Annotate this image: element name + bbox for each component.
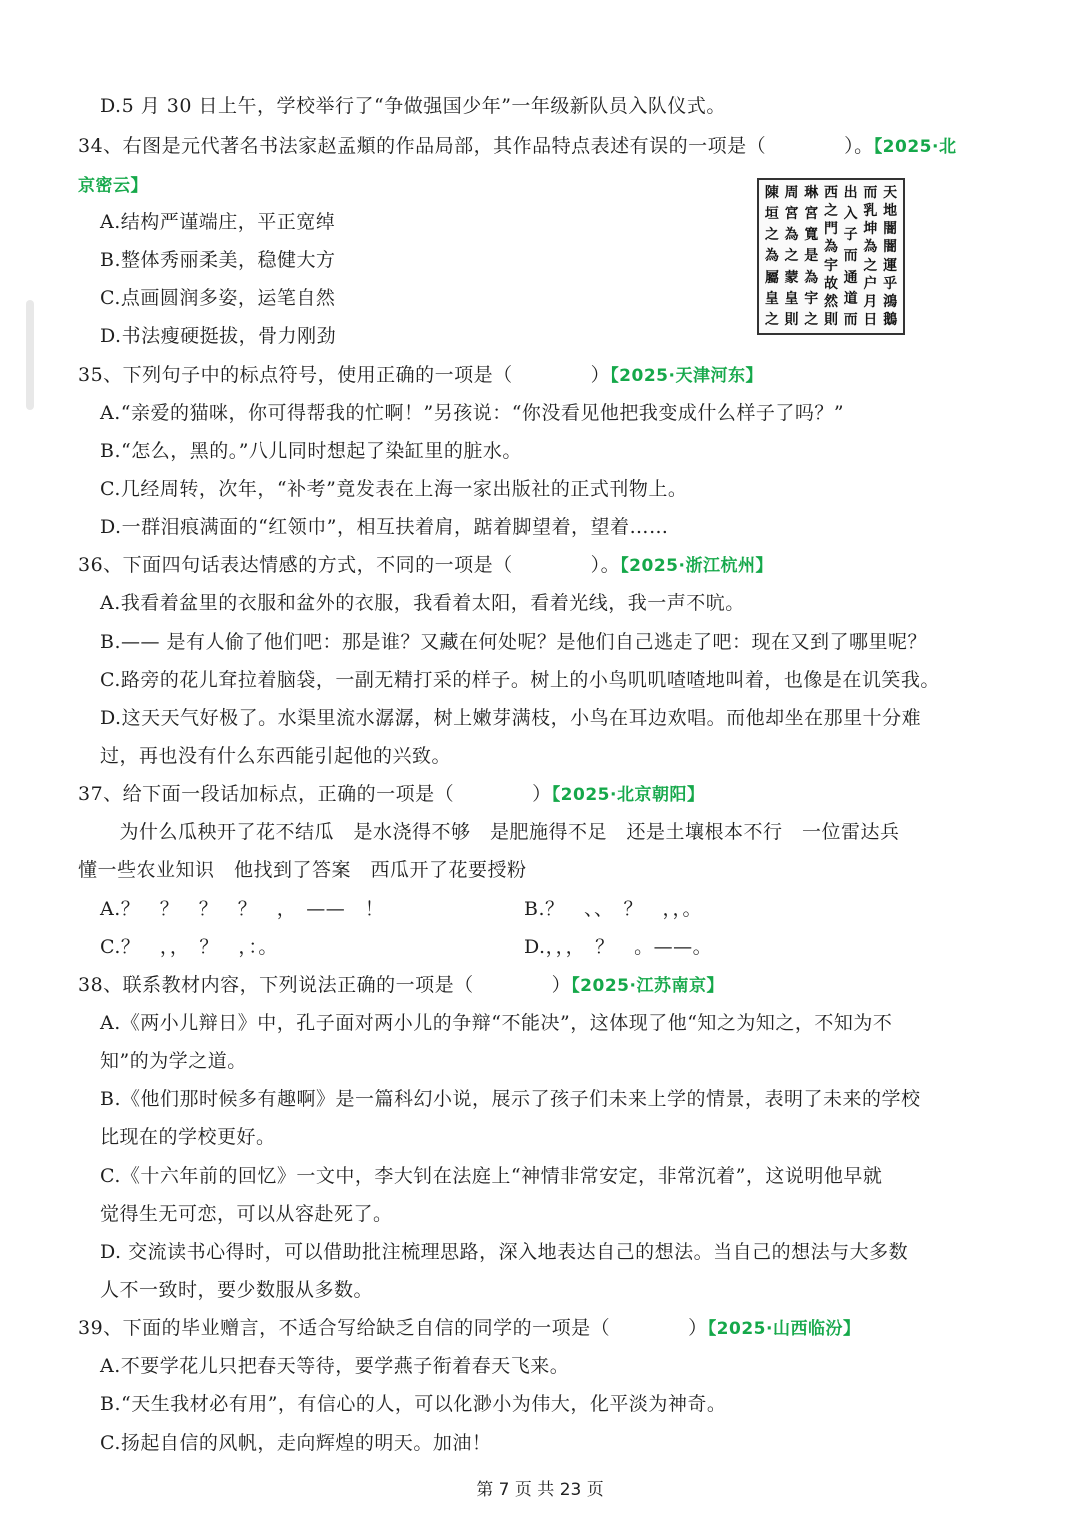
line-text: 过，再也没有什么东西能引起他的兴致。 bbox=[100, 745, 452, 767]
calligraphy-image bbox=[757, 178, 905, 335]
option-line bbox=[100, 93, 726, 119]
line-text: 39、下面的毕业赠言，不适合写给缺乏自信的同学的一项是（ ） bbox=[78, 1317, 708, 1339]
option-line bbox=[100, 934, 278, 960]
line-text: 37、给下面一段话加标点，正确的一项是（ ） bbox=[78, 783, 552, 805]
option-line-right: B.？ 、、 ？ ，，。 bbox=[524, 898, 703, 920]
option-line bbox=[100, 667, 940, 693]
calligraphy-column: 周 宮 為 之 蒙 皇 則 bbox=[784, 185, 799, 328]
source-tag: 【2025·天津河东】 bbox=[610, 366, 763, 386]
calligraphy-column: 天 地 闇 闇 運 乎 鴻 鵝 bbox=[883, 185, 898, 328]
line-text: C.《十六年前的回忆》一文中，李大钊在法庭上“神情非常安定，非常沉着”，这说明他早就 bbox=[100, 1165, 883, 1187]
line-text: 知”的为学之道。 bbox=[100, 1050, 247, 1072]
line-text: D.这天天气好极了。水渠里流水潺潺，树上嫩芽满枝，小鸟在耳边欢唱。而他却坐在那里十分难 bbox=[100, 707, 922, 729]
line-text: 懂一些农业知识 他找到了答案 西瓜开了花要授粉 bbox=[78, 859, 527, 881]
option-line bbox=[100, 1353, 569, 1379]
line-text: B.《他们那时候多有趣啊》是一篇科幻小说，展示了孩子们未来上学的情景，表明了未来的学校 bbox=[100, 1088, 921, 1110]
question-line bbox=[78, 552, 773, 579]
option-line-right: D.，，， ？ 。——。 bbox=[524, 936, 713, 958]
source-tag: 【2025·山西临汾】 bbox=[707, 1319, 861, 1339]
calligraphy-column: 出 入 子 而 通 道 而 bbox=[843, 185, 858, 328]
calligraphy-column: 陳 垣 之 為 屬 皇 之 bbox=[764, 185, 779, 328]
question-line bbox=[78, 172, 148, 199]
line-text: A.不要学花儿只把春天等待，要学燕子衔着春天飞来。 bbox=[100, 1355, 570, 1377]
page-footer: 第 7 页 共 23 页 bbox=[476, 1480, 604, 1500]
line-text: 35、下列句子中的标点符号，使用正确的一项是（ ） bbox=[78, 364, 611, 386]
option-line bbox=[100, 323, 336, 349]
line-text: D.书法瘦硬挺拔，骨力刚劲 bbox=[100, 325, 337, 347]
question-line bbox=[78, 781, 704, 808]
option-line bbox=[100, 285, 335, 311]
line-text: A.？ ？ ？ ？ ， —— ！ bbox=[100, 898, 385, 920]
question-line bbox=[78, 1315, 860, 1342]
line-text: 觉得生无可恋，可以从容赴死了。 bbox=[100, 1203, 393, 1225]
option-line bbox=[100, 1430, 491, 1456]
option-line bbox=[100, 400, 844, 426]
option-line bbox=[100, 1239, 908, 1265]
source-tag: 【2025·江苏南京】 bbox=[571, 976, 724, 996]
option-line bbox=[100, 514, 669, 540]
option-line bbox=[100, 896, 384, 922]
line-text: C.点画圆润多姿，运笔自然 bbox=[100, 287, 336, 309]
calligraphy-column: 西 之 門 為 宇 故 然 則 bbox=[823, 185, 838, 328]
line-text: C.扬起自信的风帆，走向辉煌的明天。加油！ bbox=[100, 1432, 492, 1454]
scrollbar[interactable] bbox=[26, 300, 34, 410]
source-tag: 【2025·北 bbox=[873, 137, 957, 157]
source-tag: 【2025·北京朝阳】 bbox=[551, 785, 705, 805]
source-tag: 【2025·浙江杭州】 bbox=[620, 556, 773, 576]
option-line bbox=[100, 1163, 882, 1189]
line-text: 为什么瓜秧开了花不结瓜 是水浇得不够 是肥施得不足 还是土壤根本不行 一位雷达兵 bbox=[100, 821, 900, 843]
option-line bbox=[100, 209, 335, 235]
line-text: A.“亲爱的猫咪，你可得帮我的忙啊！”另孩说：“你没看见他把我变成什么样子了吗？” bbox=[100, 402, 845, 424]
line-text: 比现在的学校更好。 bbox=[100, 1126, 276, 1148]
option-line bbox=[100, 1201, 393, 1227]
line-text: A.我看着盆里的衣服和盆外的衣服，我看着太阳，看着光线，我一声不吭。 bbox=[100, 592, 745, 614]
option-line bbox=[100, 1048, 247, 1074]
line-text: C.？ ，， ？ ，：。 bbox=[100, 936, 278, 958]
option-line bbox=[100, 438, 522, 464]
option-line bbox=[100, 1086, 921, 1112]
line-text: B.“天生我材必有用”，有信心的人，可以化渺小为伟大，化平淡为神奇。 bbox=[100, 1393, 727, 1415]
line-text: D. 交流读书心得时，可以借助批注梳理思路，深入地表达自己的想法。当自己的想法与大多数 bbox=[100, 1241, 909, 1263]
option-line bbox=[100, 590, 745, 616]
option-line bbox=[100, 629, 927, 655]
line-text: B.“怎么，黑的。”八儿同时想起了染缸里的脏水。 bbox=[100, 440, 522, 462]
line-text: C.几经周转，次年，“补考”竟发表在上海一家出版社的正式刊物上。 bbox=[100, 478, 688, 500]
option-line bbox=[100, 1391, 726, 1417]
line-text: A.《两小儿辩日》中，孔子面对两小儿的争辩“不能决”，这体现了他“知之为知之，不知为不 bbox=[100, 1012, 893, 1034]
option-line bbox=[100, 1124, 276, 1150]
line-text: D.5 月 30 日上午，学校举行了“争做强国少年”一年级新队员入队仪式。 bbox=[100, 95, 726, 117]
calligraphy-column: 而 乳 坤 為 之 户 月 日 bbox=[863, 185, 878, 328]
line-text: 34、右图是元代著名书法家赵孟頫的作品局部，其作品特点表述有误的一项是（ ）。 bbox=[78, 135, 874, 157]
line-text: C.路旁的花儿耷拉着脑袋，一副无精打采的样子。树上的小鸟叽叽喳喳地叫着，也像是在讥笑我。 bbox=[100, 669, 940, 691]
line-text: B.—— 是有人偷了他们吧：那是谁？又藏在何处呢？是他们自己逃走了吧：现在又到了哪里呢？ bbox=[100, 631, 928, 653]
option-line bbox=[100, 705, 921, 731]
question-line bbox=[78, 972, 724, 999]
line-text: D.一群泪痕满面的“红领巾”，相互扶着肩，踮着脚望着，望着…… bbox=[100, 516, 669, 538]
option-line bbox=[100, 247, 336, 273]
line-text: 人不一致时，要少数服从多数。 bbox=[100, 1279, 374, 1301]
option-line bbox=[100, 743, 451, 769]
option-line bbox=[100, 1010, 892, 1036]
line-text: A.结构严谨端庄，平正宽绰 bbox=[100, 211, 336, 233]
question-line bbox=[78, 362, 763, 389]
option-line bbox=[100, 819, 900, 845]
line-text: 36、下面四句话表达情感的方式，不同的一项是（ ）。 bbox=[78, 554, 621, 576]
line-text: B.整体秀丽柔美，稳健大方 bbox=[100, 249, 336, 271]
option-line bbox=[100, 1277, 373, 1303]
option-line bbox=[100, 476, 687, 502]
question-line bbox=[78, 133, 956, 160]
line-text: 38、联系教材内容，下列说法正确的一项是（ ） bbox=[78, 974, 572, 996]
source-tag: 京密云】 bbox=[78, 176, 148, 196]
question-line bbox=[78, 857, 527, 883]
calligraphy-column: 琳 宮 寬 是 為 宇 之 bbox=[804, 185, 819, 328]
